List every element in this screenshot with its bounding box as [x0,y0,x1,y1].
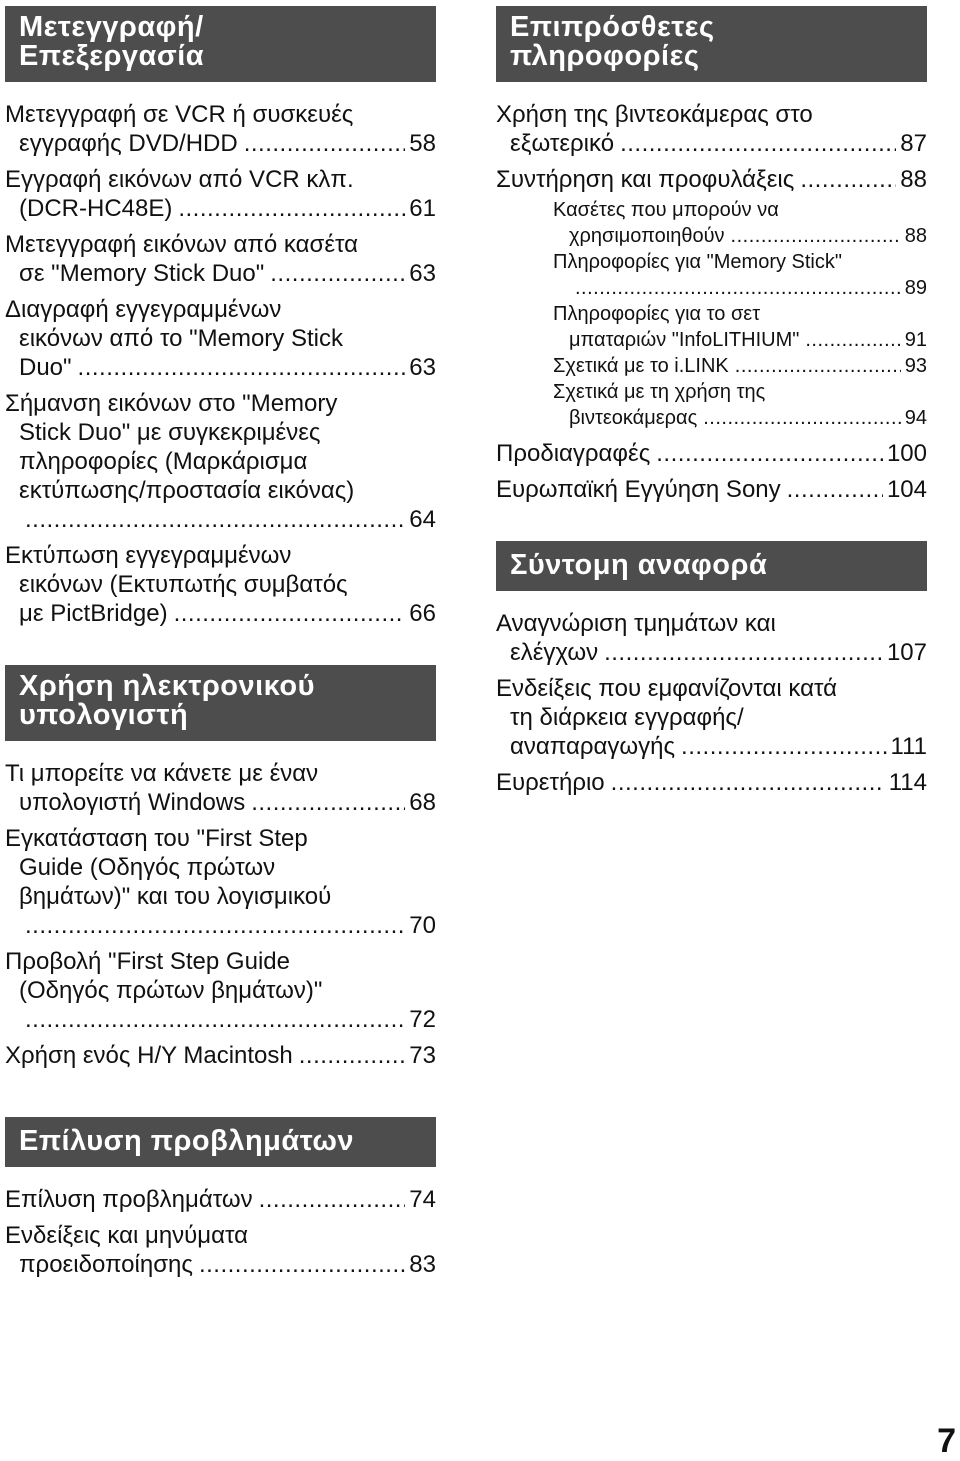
toc-subentry-group [496,197,927,431]
toc-page-number: 111 [890,733,927,760]
toc-entry-text: Σχετικά με το i.LINK [553,355,729,377]
toc-entry[interactable] [5,1041,436,1070]
toc-entry-text: βιντεοκάμερας [569,407,698,429]
toc-subentry[interactable] [496,353,927,379]
toc-page-number: 70 [409,912,436,939]
toc-entry-text: (DCR-HC48E) [19,195,173,222]
toc-entry[interactable] [496,768,927,797]
toc-entry[interactable] [5,1221,436,1279]
toc-page-number: 104 [886,476,927,503]
toc-page-number: 63 [409,260,436,287]
toc-entry-text: χρησιμοποιηθούν [569,225,725,247]
section-header-dubbing [5,6,436,82]
toc-entry-text: Σχετικά με τη χρήση της [553,381,766,403]
dot-leader [611,768,885,797]
dot-leader [787,475,883,504]
toc-entry-text: Προβολή "First Step Guide [5,948,290,975]
toc-entry[interactable] [496,165,927,194]
toc-entry-text: βημάτων)" και του λογισμικού [19,883,332,910]
toc-entry-text: Ευρετήριο [496,769,605,796]
toc-page-number: 93 [904,355,927,377]
dot-leader [270,259,405,288]
dot-leader [244,129,406,158]
toc-entry-text: Duo" [19,354,72,381]
left-column [5,6,436,1286]
toc-entry[interactable] [496,100,927,158]
toc-entry[interactable] [5,824,436,940]
toc-page-number: 58 [409,130,436,157]
toc-page-number: 100 [886,440,927,467]
toc-page-number: 83 [409,1251,436,1278]
dot-leader [575,275,901,301]
toc-page-number: 66 [409,600,436,627]
section-title-line: Μετεγγραφή/ [19,11,204,43]
dot-leader [805,327,900,353]
toc-entry-text: Κασέτες που μπορούν να [553,199,779,221]
toc-subentry[interactable] [496,379,927,431]
toc-entry-text: πληροφορίες (Μαρκάρισμα [19,448,308,475]
page-number: 7 [937,1422,956,1460]
toc-entry-text: υπολογιστή Windows [19,789,246,816]
dot-leader [731,223,901,249]
section-title-line: Χρήση ηλεκτρονικού [19,670,315,702]
dot-leader [703,405,901,431]
toc-entry-text: Εκτύπωση εγγεγραμμένων [5,542,292,569]
toc-page-number: 88 [900,166,927,193]
dot-leader [299,1041,406,1070]
toc-entry-text: Πληροφορίες για το σετ [553,303,761,325]
dot-leader [199,1250,405,1279]
toc-entry-text: εκτύπωσης/προστασία εικόνας) [19,477,355,504]
toc-list-quick-reference [496,591,927,797]
toc-entry-text: με PictBridge) [19,600,168,627]
section-header-additional-info [496,6,927,82]
toc-entry-text: Χρήση ενός Η/Υ Macintosh [5,1042,293,1069]
dot-leader [251,788,405,817]
toc-entry-text: Αναγνώριση τμημάτων και [496,610,776,637]
toc-entry[interactable] [5,541,436,628]
toc-subentry[interactable] [496,249,927,301]
toc-page-number: 64 [409,506,436,533]
toc-entry-text: Χρήση της βιντεοκάμερας στο [496,101,813,128]
section-header-troubleshooting [5,1117,436,1167]
dot-leader [604,638,883,667]
toc-entry-text: Stick Duo" με συγκεκριμένες [19,419,321,446]
toc-entry[interactable] [5,947,436,1034]
section-title-line: Σύντομη αναφορά [510,549,768,581]
toc-entry[interactable] [496,609,927,667]
toc-entry-text: εικόνων (Εκτυπωτής συμβατός [19,571,348,598]
toc-entry-text: εικόνων από το "Memory Stick [19,325,343,352]
right-column [496,6,927,804]
toc-page-number: 61 [409,195,436,222]
section-spacer [5,1077,436,1117]
toc-list-additional-info [496,82,927,504]
toc-entry[interactable] [496,674,927,761]
toc-entry-text: εξωτερικό [510,130,615,157]
toc-entry-text: Διαγραφή εγγεγραμμένων [5,296,282,323]
toc-entry-text: Εγγραφή εικόνων από VCR κλπ. [5,166,354,193]
toc-subentry[interactable] [496,197,927,249]
dot-leader [735,353,901,379]
toc-entry[interactable] [5,165,436,223]
toc-entry[interactable] [5,389,436,534]
section-title-line: Επεξεργασία [19,40,205,72]
section-title-line: Επιπρόσθετες [510,11,715,43]
dot-leader [178,194,405,223]
toc-entry[interactable] [496,439,927,468]
toc-entry-text: Ευρωπαϊκή Εγγύηση Sony [496,476,781,503]
toc-page-number: 63 [409,354,436,381]
section-spacer [5,635,436,665]
section-header-computer [5,665,436,741]
toc-list-troubleshooting [5,1167,436,1279]
toc-page-number: 73 [409,1042,436,1069]
toc-entry[interactable] [496,475,927,504]
toc-entry-text: ελέγχων [510,639,599,666]
toc-page-number: 88 [904,225,927,247]
toc-page-number: 91 [904,329,927,351]
dot-leader [25,505,405,534]
dot-leader [620,129,896,158]
toc-list-computer [5,741,436,1070]
toc-entry[interactable] [5,230,436,288]
toc-entry-text: Μετεγγραφή σε VCR ή συσκευές [5,101,354,128]
toc-page-number: 87 [900,130,927,157]
dot-leader [78,353,406,382]
toc-entry[interactable] [5,759,436,817]
dot-leader [25,911,405,940]
toc-entry-text: Ενδείξεις που εμφανίζονται κατά [496,675,838,702]
toc-entry-text: Σήμανση εικόνων στο "Memory [5,390,338,417]
toc-subentry[interactable] [496,301,927,353]
section-title-line: Επίλυση προβλημάτων [19,1125,355,1157]
dot-leader [681,732,886,761]
toc-entry[interactable] [5,100,436,158]
dot-leader [656,439,883,468]
toc-entry-text: Ενδείξεις και μηνύματα [5,1222,249,1249]
toc-entry-text: σε "Memory Stick Duo" [19,260,265,287]
section-spacer [496,511,927,541]
toc-page-number: 114 [888,769,927,796]
toc-page-number: 89 [904,277,927,299]
toc-entry[interactable] [5,295,436,382]
dot-leader [174,599,406,628]
section-title-line: υπολογιστή [19,699,189,731]
toc-entry[interactable] [5,1185,436,1214]
dot-leader [800,165,896,194]
toc-entry-text: Συντήρηση και προφυλάξεις [496,166,795,193]
toc-entry-text: Guide (Οδηγός πρώτων [19,854,276,881]
toc-entry-text: Τι μπορείτε να κάνετε με έναν [5,760,319,787]
dot-leader [259,1185,406,1214]
toc-page-number: 94 [904,407,927,429]
toc-list-dubbing [5,82,436,628]
toc-entry-text: μπαταριών "InfoLITHIUM" [569,329,800,351]
toc-page-number: 68 [409,789,436,816]
section-header-quick-reference [496,541,927,591]
section-title-line: πληροφορίες [510,40,700,72]
toc-entry-text: εγγραφής DVD/HDD [19,130,238,157]
toc-page-number: 72 [409,1006,436,1033]
toc-entry-text: Μετεγγραφή εικόνων από κασέτα [5,231,359,258]
toc-entry-text: (Οδηγός πρώτων βημάτων)" [19,977,323,1004]
toc-page-number: 107 [886,639,927,666]
toc-entry-text: Επίλυση προβλημάτων [5,1186,253,1213]
dot-leader [25,1005,405,1034]
toc-entry-text: Προδιαγραφές [496,440,651,467]
toc-entry-text: Εγκατάσταση του "First Step [5,825,308,852]
toc-page-number: 74 [409,1186,436,1213]
toc-entry-text: προειδοποίησης [19,1251,193,1278]
toc-entry-text: αναπαραγωγής [510,733,676,760]
toc-entry-text: Πληροφορίες για "Memory Stick" [553,251,842,273]
toc-entry-text: τη διάρκεια εγγραφής/ [510,704,744,731]
